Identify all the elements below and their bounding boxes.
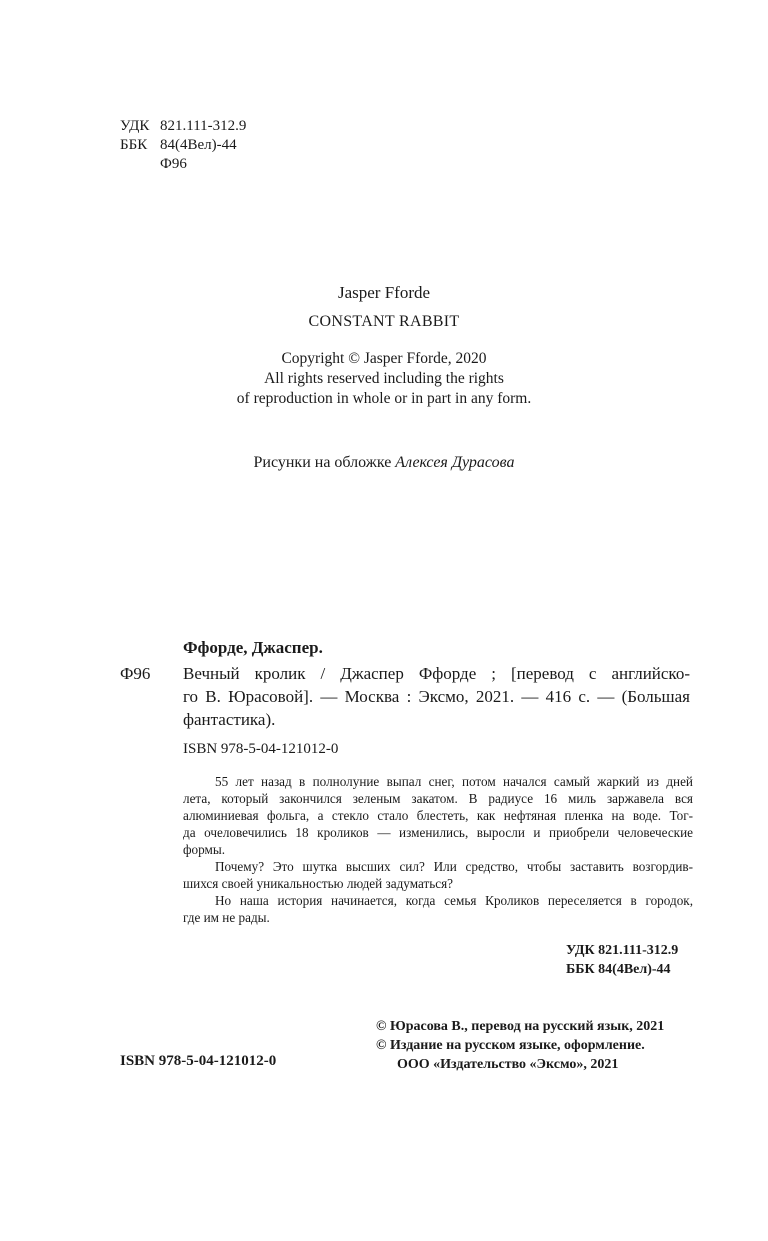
original-title: CONSTANT RABBIT xyxy=(308,313,460,330)
bbk-label: ББК xyxy=(120,137,148,153)
author-code-row xyxy=(120,155,246,174)
catalog-code: Ф96 xyxy=(120,664,151,683)
copyright-line: of reproduction in whole or in part in any form. xyxy=(236,390,532,407)
description-line: го В. Юрасовой]. — Москва : Эксмо, 2021. — 416 с. — (Большая xyxy=(183,687,690,706)
publisher-copyright: ООО «Издательство «Эксмо», 2021 xyxy=(397,1057,619,1072)
udk-row xyxy=(120,117,246,136)
bbk-value: 84(4Вел)-44 xyxy=(160,137,237,153)
annotation-line: шихся своей уникальностью людей задуматься? xyxy=(183,876,454,891)
catalog-heading: Ффорде, Джаспер. xyxy=(183,638,323,657)
illustrations-prefix: Рисунки на обложке xyxy=(253,454,396,471)
catalog-isbn: ISBN 978-5-04-121012-0 xyxy=(183,741,339,757)
copyright-line: Copyright © Jasper Fforde, 2020 xyxy=(281,350,487,367)
annotation xyxy=(183,773,693,926)
annotation-line: алюминиевая фольга, а стекло стало блестеть, как нефтяная пленка на воде. Тог- xyxy=(183,808,693,823)
original-author: Jasper Fforde xyxy=(337,283,431,302)
annotation-line: лета, который закончился зеленым закатом. В радиусе 16 миль заржавела вся xyxy=(183,791,693,806)
udk-bottom: УДК 821.111-312.9 xyxy=(566,943,679,958)
edition-copyright: © Издание на русском языке, оформление. xyxy=(376,1038,645,1053)
classification-bottom xyxy=(566,941,678,979)
description-line: Вечный кролик / Джаспер Ффорде ; [перевод с английско- xyxy=(183,664,690,683)
author-code: Ф96 xyxy=(160,156,187,172)
cover-illustrations-credit xyxy=(0,454,768,472)
translation-copyright: © Юрасова В., перевод на русский язык, 2021 xyxy=(376,1019,665,1034)
catalog-description xyxy=(183,662,690,731)
annotation-line: формы. xyxy=(183,842,226,857)
classification-block xyxy=(120,117,246,174)
russian-copyright xyxy=(376,1017,664,1074)
annotation-line: Почему? Это шутка высших сил? Или средство, чтобы заставить возгордив- xyxy=(215,859,693,874)
annotation-line: да очеловечились 18 кроликов — изменились, выросли и приобрели человеческие xyxy=(183,825,693,840)
bbk-row xyxy=(120,136,246,155)
isbn-bottom: ISBN 978-5-04-121012-0 xyxy=(120,1053,277,1069)
annotation-line: 55 лет назад в полнолуние выпал снег, потом начался самый жаркий из дней xyxy=(215,774,693,789)
illustrations-artist: Алексея Дурасова xyxy=(395,454,515,471)
description-line: фантастика). xyxy=(183,710,276,729)
udk-label: УДК xyxy=(120,118,150,134)
annotation-line: Но наша история начинается, когда семья Кроликов переселяется в городок, xyxy=(215,893,693,908)
original-copyright xyxy=(0,349,768,409)
copyright-line: All rights reserved including the rights xyxy=(264,370,504,387)
annotation-line: где им не рады. xyxy=(183,910,270,925)
udk-value: 821.111-312.9 xyxy=(160,118,247,134)
bbk-bottom: ББК 84(4Вел)-44 xyxy=(566,962,671,977)
